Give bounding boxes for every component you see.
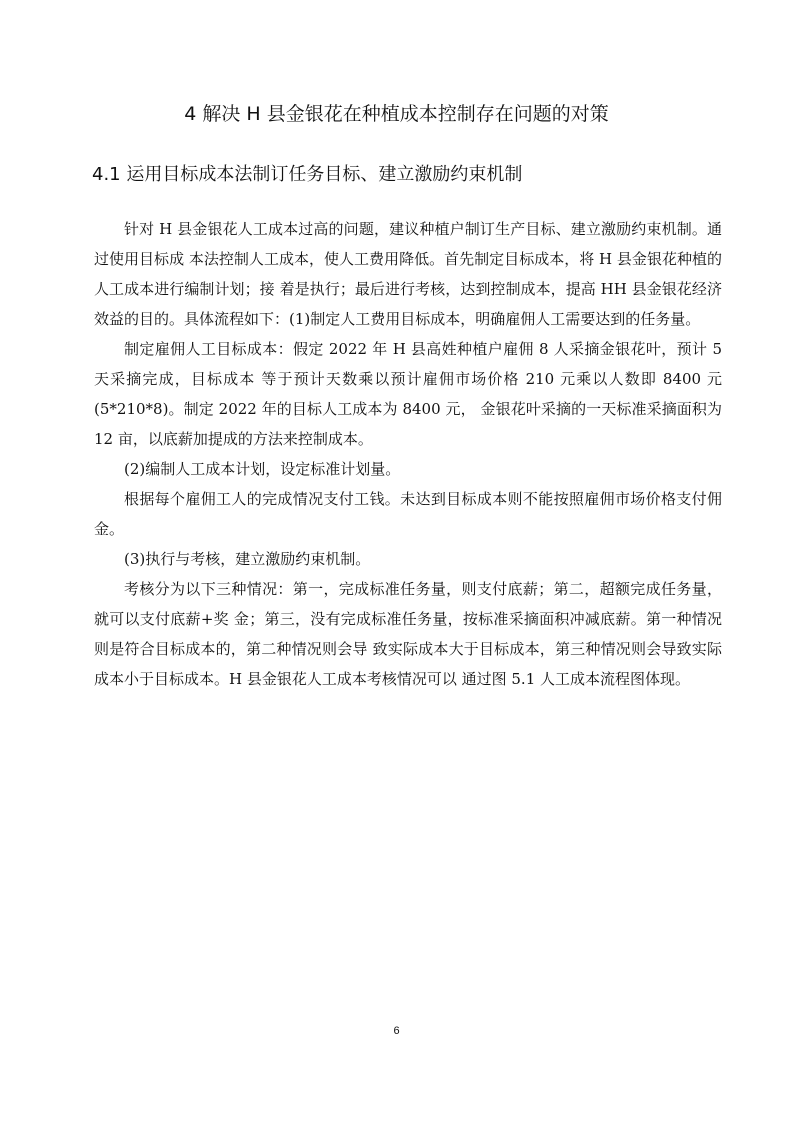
- body-text: [94, 214, 722, 694]
- paragraph: 根据每个雇佣工人的完成情况支付工钱。未达到目标成本则不能按照雇佣市场价格支付佣金。: [94, 490, 722, 538]
- page-number: 6: [393, 1025, 400, 1037]
- section-title: 4.1 运用目标成本法制订任务目标、建立激励约束机制: [92, 164, 523, 185]
- paragraph: 针对 H 县金银花人工成本过高的问题，建议种植户制订生产目标、建立激励约束机制。通过使用目标成 本法控制人工成本，使人工费用降低。首先制定目标成本，将 H 县金银花种植的人工成本进行编制计划；接 着是执行；最后进行考核，达到控制成本，提高 HH 县金银花经济效益的目的。具体流程如下：(1)制定人工费用目标成本，明确雇佣人工需要达到的任务量。: [94, 220, 722, 328]
- chapter-title: 4 解决 H 县金银花在种植成本控制存在问题的对策: [184, 103, 609, 125]
- paragraph: 制定雇佣人工目标成本：假定 2022 年 H 县高姓种植户雇佣 8 人采摘金银花叶，预计 5 天采摘完成，目标成本 等于预计天数乘以预计雇佣市场价格 210 元乘以人数即 8400 元(5*210*8)。制定 2022 年的目标人工成本为 8400 元， 金银花叶采摘的一天标准采摘面积为 12 亩，以底薪加提成的方法来控制成本。: [94, 340, 722, 448]
- paragraph: (2)编制人工成本计划，设定标准计划量。: [124, 460, 401, 478]
- paragraph: (3)执行与考核，建立激励约束机制。: [124, 550, 371, 568]
- paragraph: 考核分为以下三种情况：第一，完成标准任务量，则支付底薪；第二，超额完成任务量，就可以支付底薪+奖 金；第三，没有完成标准任务量，按标准采摘面积冲减底薪。第一种情况则是符合目标成本的，第二种情况则会导 致实际成本大于目标成本，第三种情况则会导致实际成本小于目标成本。H 县金银花人工成本考核情况可以 通过图 5.1 人工成本流程图体现。: [94, 580, 722, 688]
